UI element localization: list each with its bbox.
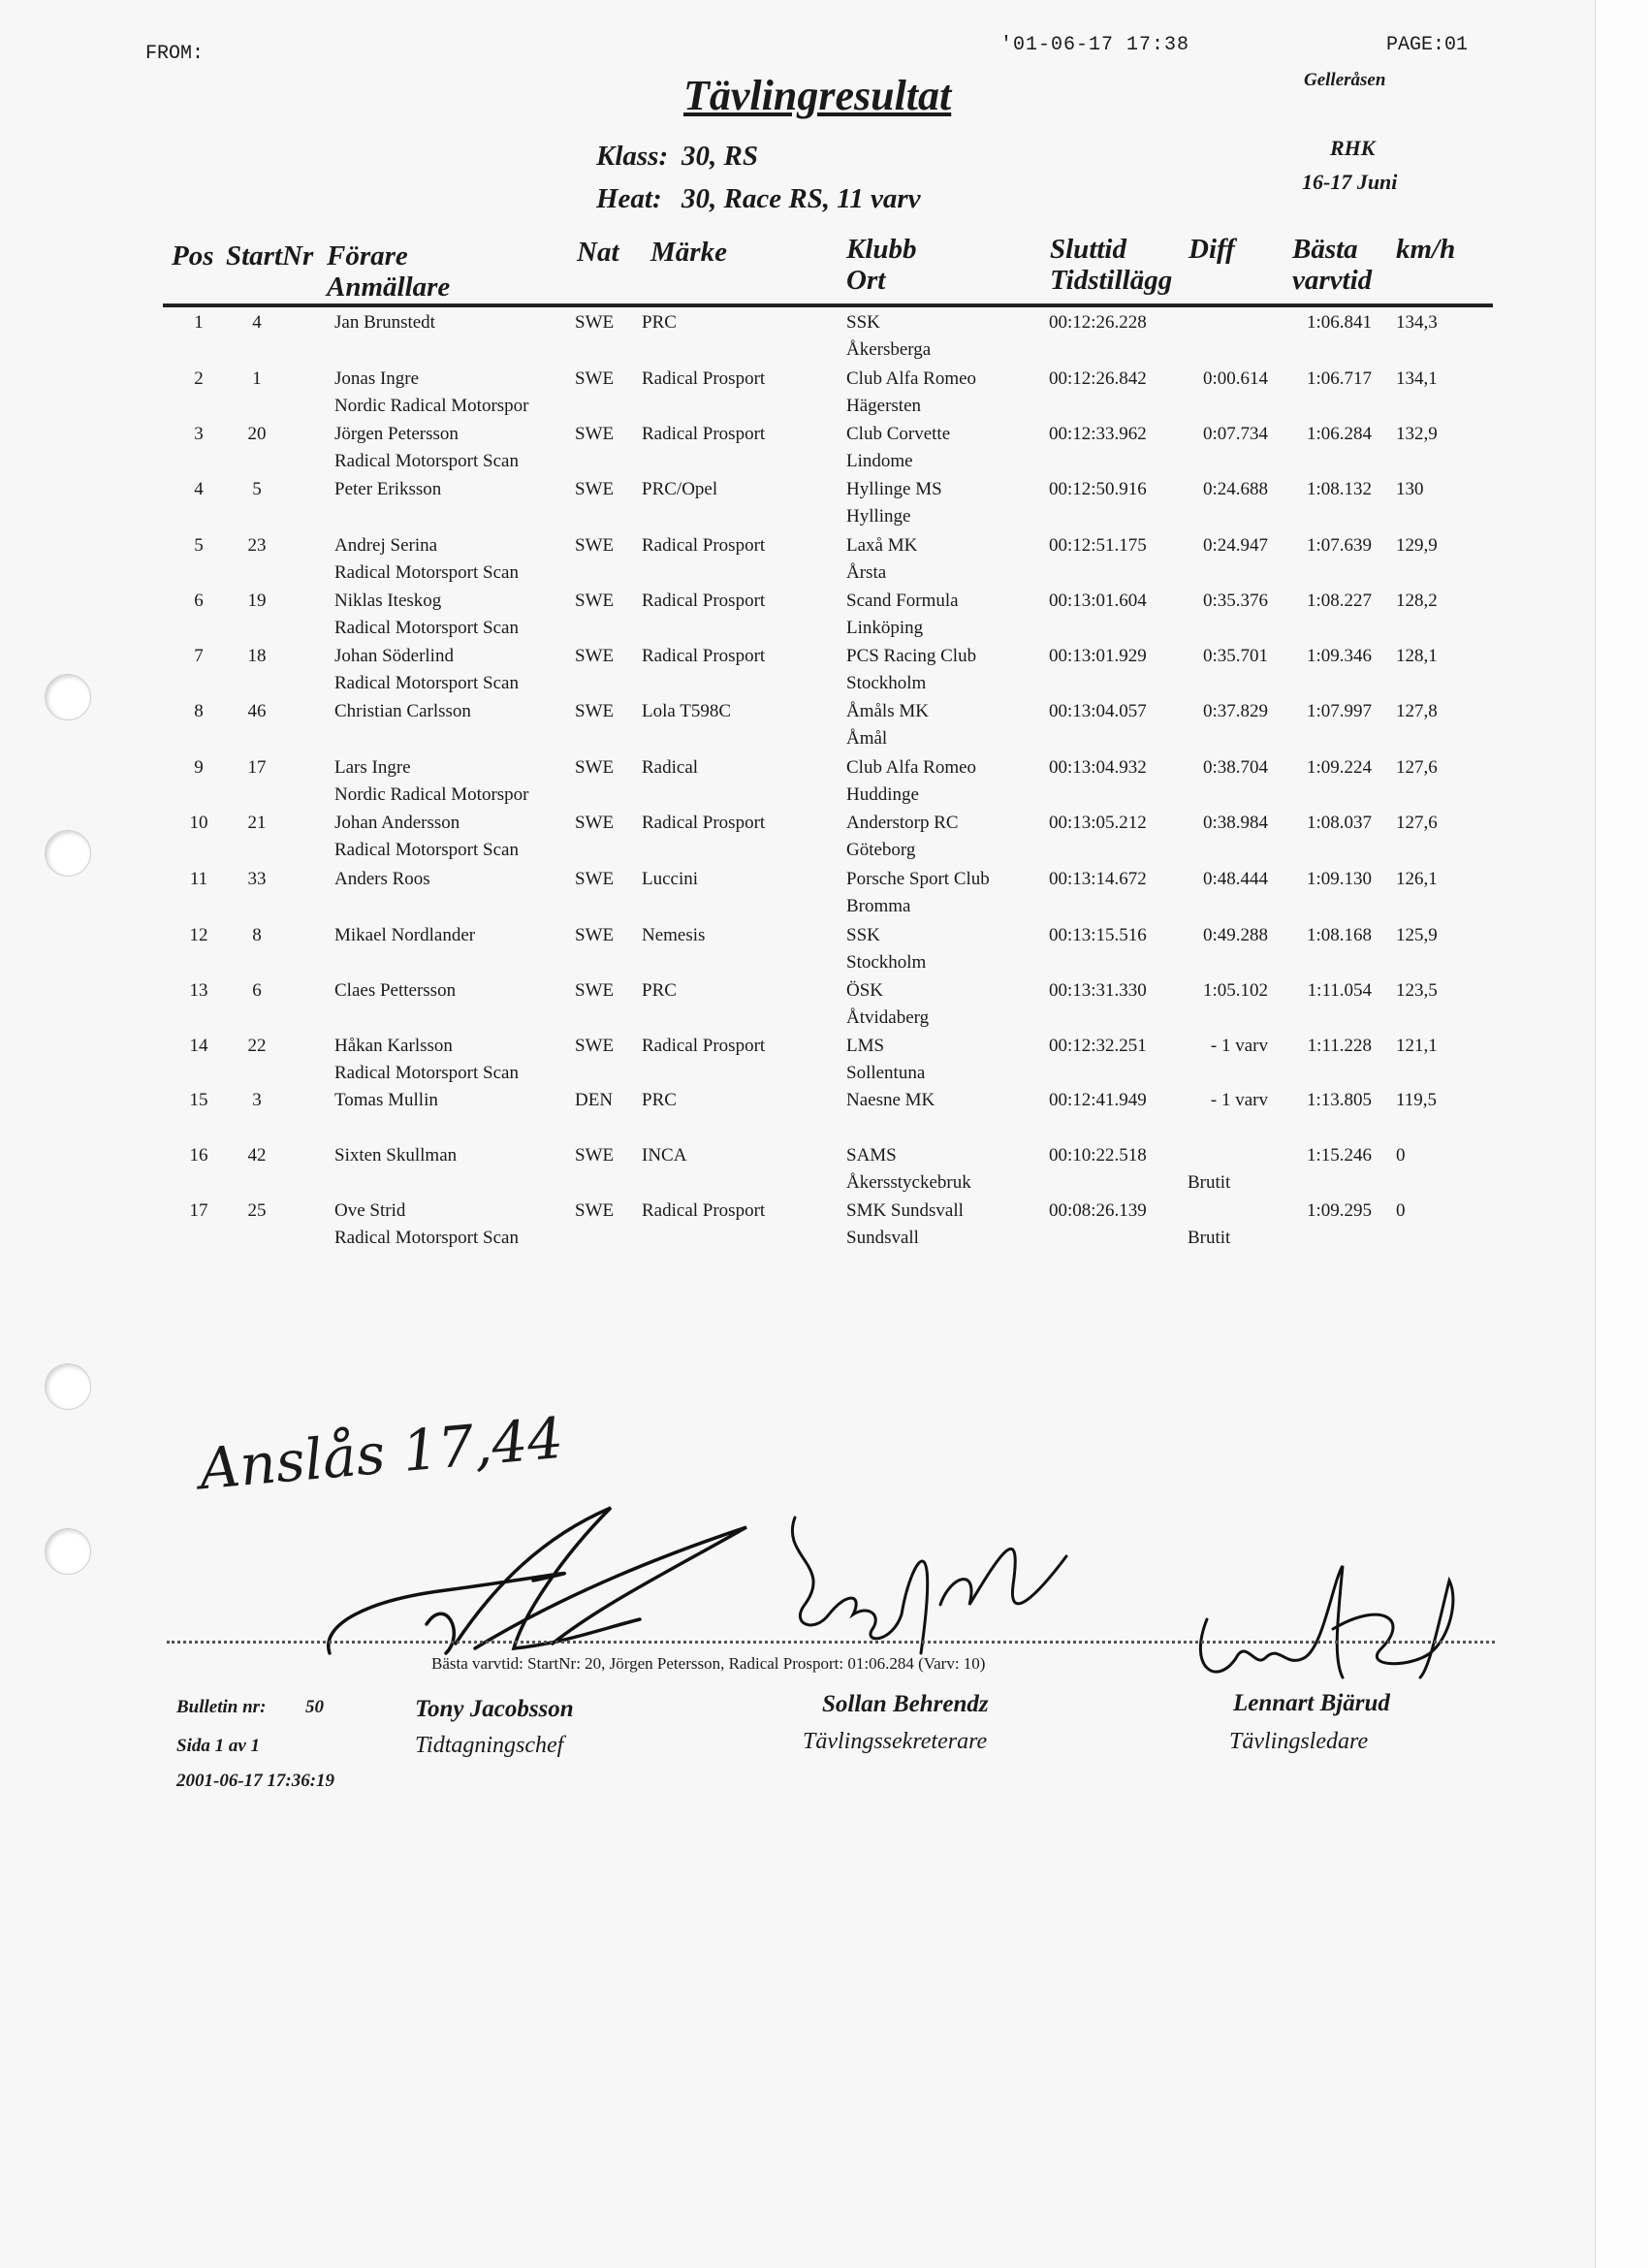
- driver-cell: Sixten Skullman: [334, 1145, 458, 1166]
- diff-cell: 0:35.376: [1202, 591, 1268, 611]
- table-row: [0, 535, 1595, 591]
- nat-cell: SWE: [575, 1200, 615, 1221]
- driver-cell: Johan Söderlind: [334, 646, 454, 666]
- official-name: Lennart Bjärud: [1233, 1690, 1390, 1716]
- table-row: [0, 646, 1595, 701]
- fax-datetime: '01-06-17 17:38: [1000, 34, 1190, 56]
- col-forare: Förare: [327, 240, 408, 272]
- make-cell: Radical Prosport: [642, 591, 766, 611]
- entrant-cell: Radical Motorsport Scan: [334, 618, 519, 638]
- best-lap-cell: 1:11.054: [1307, 980, 1372, 1001]
- ort-cell: Göteborg: [846, 840, 916, 860]
- official-role: Tävlingssekreterare: [803, 1729, 988, 1754]
- heat-value: 30, Race RS, 11 varv: [681, 183, 921, 214]
- kmh-cell: 0: [1396, 1200, 1406, 1221]
- entrant-cell: Radical Motorsport Scan: [334, 562, 519, 583]
- entrant-cell: Radical Motorsport Scan: [334, 1228, 519, 1248]
- table-row: [0, 980, 1595, 1036]
- official-name: Tony Jacobsson: [415, 1696, 574, 1722]
- bulletin-timestamp: 2001-06-17 17:36:19: [176, 1771, 335, 1791]
- make-cell: Radical Prosport: [642, 1036, 766, 1056]
- pos-cell: 4: [194, 479, 204, 499]
- best-lap-cell: 1:08.037: [1306, 813, 1372, 833]
- nat-cell: SWE: [575, 757, 615, 778]
- col-tidstillagg: Tidstillägg: [1050, 265, 1173, 296]
- club-cell: SMK Sundsvall: [846, 1200, 964, 1221]
- fax-from: FROM:: [145, 43, 205, 65]
- entrant-cell: Radical Motorsport Scan: [334, 451, 519, 471]
- startnr-cell: 20: [247, 424, 267, 444]
- kmh-cell: 130: [1396, 479, 1424, 499]
- nat-cell: SWE: [575, 646, 615, 666]
- time-cell: 00:13:01.604: [1049, 591, 1147, 611]
- time-cell: 00:12:32.251: [1049, 1036, 1147, 1056]
- ort-cell: Sollentuna: [846, 1063, 926, 1083]
- table-row: [0, 312, 1595, 367]
- startnr-cell: 33: [247, 869, 267, 889]
- venue-location: Gelleråsen: [1304, 70, 1386, 90]
- nat-cell: SWE: [575, 591, 615, 611]
- nat-cell: SWE: [575, 701, 615, 721]
- make-cell: Radical Prosport: [642, 368, 766, 389]
- table-row: [0, 813, 1595, 868]
- club-cell: SSK: [846, 925, 880, 945]
- col-sluttid: Sluttid: [1050, 234, 1126, 265]
- ort-cell: Hyllinge: [846, 506, 911, 527]
- club-cell: LMS: [846, 1036, 885, 1056]
- driver-cell: Lars Ingre: [334, 757, 411, 778]
- official-role: Tävlingsledare: [1229, 1729, 1369, 1754]
- best-lap-cell: 1:08.227: [1306, 591, 1372, 611]
- best-lap-cell: 1:06.284: [1306, 424, 1372, 444]
- pos-cell: 3: [194, 424, 204, 444]
- startnr-cell: 6: [252, 980, 262, 1001]
- driver-cell: Tomas Mullin: [334, 1090, 438, 1110]
- table-row: [0, 1200, 1595, 1256]
- best-lap-line: Bästa varvtid: StartNr: 20, Jörgen Petersson, Radical Prosport: 01:06.284 (Varv: 10): [431, 1654, 986, 1673]
- club-cell: Porsche Sport Club: [846, 869, 990, 889]
- bulletin-number: 50: [305, 1697, 324, 1717]
- table-row: [0, 1145, 1595, 1200]
- driver-cell: Andrej Serina: [334, 535, 438, 556]
- pos-cell: 10: [189, 813, 208, 833]
- ort-cell: Sundsvall: [846, 1228, 919, 1248]
- diff-cell: 0:37.829: [1202, 701, 1268, 721]
- time-cell: 00:13:31.330: [1049, 980, 1147, 1001]
- club-cell: Naesne MK: [846, 1090, 935, 1110]
- ort-cell: Åkersberga: [846, 339, 932, 360]
- punch-hole: [45, 1363, 91, 1410]
- pos-cell: 15: [189, 1090, 208, 1110]
- make-cell: INCA: [642, 1145, 687, 1166]
- kmh-cell: 123,5: [1396, 980, 1438, 1001]
- make-cell: PRC/Opel: [642, 479, 718, 499]
- pos-cell: 14: [189, 1036, 208, 1056]
- pos-cell: 13: [189, 980, 208, 1001]
- col-ort: Ort: [846, 265, 886, 296]
- make-cell: PRC: [642, 312, 677, 333]
- klass-value: 30, RS: [681, 141, 758, 172]
- club-cell: Åmåls MK: [846, 701, 929, 721]
- col-diff: Diff: [1188, 234, 1235, 265]
- best-lap-cell: 1:09.130: [1306, 869, 1372, 889]
- pos-cell: 11: [189, 869, 208, 889]
- table-row: [0, 1090, 1595, 1145]
- ort-cell: Huddinge: [846, 784, 919, 805]
- driver-cell: Jörgen Petersson: [334, 424, 459, 444]
- startnr-cell: 23: [247, 535, 267, 556]
- ort-cell: Åkersstyckebruk: [846, 1172, 971, 1193]
- page-title: Tävlingresultat: [683, 72, 952, 119]
- pos-cell: 6: [194, 591, 204, 611]
- make-cell: Luccini: [642, 869, 699, 889]
- heat-label: Heat:: [596, 183, 662, 214]
- startnr-cell: 22: [247, 1036, 267, 1056]
- startnr-cell: 42: [247, 1145, 267, 1166]
- punch-hole: [45, 1528, 91, 1575]
- diff-cell: 1:05.102: [1202, 980, 1268, 1001]
- klass-label: Klass:: [596, 141, 669, 172]
- table-row: [0, 591, 1595, 646]
- best-lap-cell: 1:08.132: [1306, 479, 1372, 499]
- ort-cell: Åtvidaberg: [846, 1007, 930, 1028]
- make-cell: Radical Prosport: [642, 646, 766, 666]
- official-name: Sollan Behrendz: [822, 1691, 989, 1717]
- time-cell: 00:13:04.932: [1049, 757, 1147, 778]
- pos-cell: 16: [189, 1145, 208, 1166]
- status-note: Brutit: [1188, 1228, 1231, 1248]
- col-varvtid: varvtid: [1292, 265, 1373, 296]
- make-cell: Nemesis: [642, 925, 706, 945]
- signature-sollan: [776, 1498, 1105, 1663]
- ort-cell: Hägersten: [846, 396, 922, 416]
- best-lap-cell: 1:07.997: [1306, 701, 1372, 721]
- ort-cell: Åmål: [846, 728, 888, 749]
- startnr-cell: 17: [247, 757, 267, 778]
- startnr-cell: 8: [252, 925, 262, 945]
- ort-cell: Lindome: [846, 451, 913, 471]
- time-cell: 00:13:04.057: [1049, 701, 1147, 721]
- entrant-cell: Radical Motorsport Scan: [334, 1063, 519, 1083]
- nat-cell: SWE: [575, 813, 615, 833]
- table-row: [0, 869, 1595, 924]
- nat-cell: SWE: [575, 368, 615, 389]
- best-lap-cell: 1:09.295: [1306, 1200, 1372, 1221]
- kmh-cell: 132,9: [1396, 424, 1438, 444]
- pos-cell: 1: [194, 312, 204, 333]
- pos-cell: 2: [194, 368, 204, 389]
- nat-cell: SWE: [575, 1036, 615, 1056]
- col-klubb: Klubb: [846, 234, 917, 265]
- driver-cell: Håkan Karlsson: [334, 1036, 453, 1056]
- pos-cell: 12: [189, 925, 208, 945]
- time-cell: 00:12:33.962: [1049, 424, 1147, 444]
- driver-cell: Jonas Ingre: [334, 368, 420, 389]
- time-cell: 00:12:50.916: [1049, 479, 1147, 499]
- club-cell: Hyllinge MS: [846, 479, 942, 499]
- scanner-margin: [1595, 0, 1648, 2268]
- table-row: [0, 368, 1595, 424]
- time-cell: 00:13:15.516: [1049, 925, 1147, 945]
- club-cell: SSK: [846, 312, 880, 333]
- diff-cell: 0:49.288: [1202, 925, 1268, 945]
- pos-cell: 5: [194, 535, 204, 556]
- make-cell: PRC: [642, 980, 677, 1001]
- entrant-cell: Radical Motorsport Scan: [334, 840, 519, 860]
- pos-cell: 8: [194, 701, 204, 721]
- table-row: [0, 479, 1595, 534]
- best-lap-cell: 1:08.168: [1306, 925, 1372, 945]
- status-note: Brutit: [1188, 1172, 1231, 1193]
- make-cell: Radical Prosport: [642, 1200, 766, 1221]
- club-cell: ÖSK: [846, 980, 884, 1001]
- nat-cell: SWE: [575, 312, 615, 333]
- kmh-cell: 128,1: [1396, 646, 1438, 666]
- table-row: [0, 1036, 1595, 1091]
- driver-cell: Christian Carlsson: [334, 701, 471, 721]
- club-cell: Club Alfa Romeo: [846, 757, 977, 778]
- startnr-cell: 1: [252, 368, 262, 389]
- col-nat: Nat: [577, 237, 619, 268]
- time-cell: 00:13:14.672: [1049, 869, 1147, 889]
- best-lap-cell: 1:09.346: [1306, 646, 1372, 666]
- driver-cell: Mikael Nordlander: [334, 925, 476, 945]
- table-row: [0, 701, 1595, 756]
- kmh-cell: 0: [1396, 1145, 1406, 1166]
- time-cell: 00:10:22.518: [1049, 1145, 1147, 1166]
- table-row: [0, 925, 1595, 980]
- diff-cell: 0:38.704: [1202, 757, 1268, 778]
- make-cell: PRC: [642, 1090, 677, 1110]
- header-rule: [163, 303, 1493, 307]
- nat-cell: DEN: [575, 1090, 614, 1110]
- nat-cell: SWE: [575, 925, 615, 945]
- club-cell: Laxå MK: [846, 535, 918, 556]
- startnr-cell: 46: [247, 701, 267, 721]
- diff-cell: - 1 varv: [1210, 1090, 1268, 1110]
- startnr-cell: 3: [252, 1090, 262, 1110]
- ort-cell: Bromma: [846, 896, 911, 916]
- startnr-cell: 18: [247, 646, 267, 666]
- kmh-cell: 134,3: [1396, 312, 1438, 333]
- diff-cell: 0:00.614: [1202, 368, 1268, 389]
- diff-cell: 0:38.984: [1202, 813, 1268, 833]
- kmh-cell: 125,9: [1396, 925, 1438, 945]
- kmh-cell: 121,1: [1396, 1036, 1438, 1056]
- kmh-cell: 119,5: [1396, 1090, 1438, 1110]
- col-kmh: km/h: [1396, 234, 1456, 265]
- venue-dates: 16-17 Juni: [1302, 170, 1398, 194]
- nat-cell: SWE: [575, 869, 615, 889]
- nat-cell: SWE: [575, 479, 615, 499]
- pos-cell: 7: [194, 646, 204, 666]
- bulletin-page: Sida 1 av 1: [176, 1736, 261, 1756]
- kmh-cell: 127,6: [1396, 757, 1438, 778]
- time-cell: 00:13:05.212: [1049, 813, 1147, 833]
- col-pos: Pos: [172, 240, 214, 272]
- make-cell: Radical: [642, 757, 699, 778]
- kmh-cell: 128,2: [1396, 591, 1438, 611]
- best-lap-cell: 1:09.224: [1306, 757, 1372, 778]
- venue-org: RHK: [1330, 136, 1376, 160]
- nat-cell: SWE: [575, 424, 615, 444]
- club-cell: Scand Formula: [846, 591, 959, 611]
- startnr-cell: 25: [247, 1200, 267, 1221]
- nat-cell: SWE: [575, 980, 615, 1001]
- startnr-cell: 19: [247, 591, 267, 611]
- driver-cell: Anders Roos: [334, 869, 430, 889]
- make-cell: Radical Prosport: [642, 424, 766, 444]
- signature-lennart: [1188, 1561, 1478, 1707]
- col-basta: Bästa: [1292, 234, 1358, 265]
- pos-cell: 9: [194, 757, 204, 778]
- ort-cell: Stockholm: [846, 952, 927, 973]
- startnr-cell: 5: [252, 479, 262, 499]
- diff-cell: 0:07.734: [1202, 424, 1268, 444]
- club-cell: PCS Racing Club: [846, 646, 977, 666]
- time-cell: 00:12:41.949: [1049, 1090, 1147, 1110]
- diff-cell: 0:24.947: [1202, 535, 1268, 556]
- time-cell: 00:08:26.139: [1049, 1200, 1147, 1221]
- kmh-cell: 129,9: [1396, 535, 1438, 556]
- diff-cell: 0:24.688: [1202, 479, 1268, 499]
- kmh-cell: 126,1: [1396, 869, 1438, 889]
- make-cell: Lola T598C: [642, 701, 732, 721]
- driver-cell: Peter Eriksson: [334, 479, 442, 499]
- nat-cell: SWE: [575, 1145, 615, 1166]
- club-cell: SAMS: [846, 1145, 897, 1166]
- best-lap-cell: 1:06.841: [1306, 312, 1372, 333]
- best-lap-cell: 1:07.639: [1306, 535, 1372, 556]
- kmh-cell: 134,1: [1396, 368, 1438, 389]
- best-lap-cell: 1:15.246: [1306, 1145, 1372, 1166]
- table-row: [0, 757, 1595, 813]
- official-role: Tidtagningschef: [415, 1733, 564, 1758]
- best-lap-cell: 1:06.717: [1306, 368, 1372, 389]
- time-cell: 00:12:26.842: [1049, 368, 1147, 389]
- driver-cell: Johan Andersson: [334, 813, 460, 833]
- ort-cell: Stockholm: [846, 673, 927, 693]
- time-cell: 00:12:26.228: [1049, 312, 1147, 333]
- kmh-cell: 127,6: [1396, 813, 1438, 833]
- entrant-cell: Nordic Radical Motorspor: [334, 784, 529, 805]
- diff-cell: - 1 varv: [1210, 1036, 1268, 1056]
- col-anmalare: Anmällare: [327, 272, 451, 303]
- time-cell: 00:12:51.175: [1049, 535, 1147, 556]
- club-cell: Anderstorp RC: [846, 813, 959, 833]
- make-cell: Radical Prosport: [642, 813, 766, 833]
- time-cell: 00:13:01.929: [1049, 646, 1147, 666]
- pos-cell: 17: [189, 1200, 208, 1221]
- entrant-cell: Radical Motorsport Scan: [334, 673, 519, 693]
- signature-rule: [167, 1641, 1495, 1644]
- club-cell: Club Alfa Romeo: [846, 368, 977, 389]
- club-cell: Club Corvette: [846, 424, 951, 444]
- startnr-cell: 21: [247, 813, 267, 833]
- ort-cell: Årsta: [846, 562, 887, 583]
- col-startnr: StartNr: [226, 240, 314, 272]
- diff-cell: 0:48.444: [1202, 869, 1268, 889]
- startnr-cell: 4: [252, 312, 262, 333]
- driver-cell: Claes Pettersson: [334, 980, 457, 1001]
- nat-cell: SWE: [575, 535, 615, 556]
- make-cell: Radical Prosport: [642, 535, 766, 556]
- ort-cell: Linköping: [846, 618, 924, 638]
- entrant-cell: Nordic Radical Motorspor: [334, 396, 529, 416]
- best-lap-cell: 1:11.228: [1307, 1036, 1372, 1056]
- driver-cell: Ove Strid: [334, 1200, 406, 1221]
- driver-cell: Niklas Iteskog: [334, 591, 442, 611]
- kmh-cell: 127,8: [1396, 701, 1438, 721]
- fax-page: PAGE:01: [1386, 34, 1469, 56]
- best-lap-cell: 1:13.805: [1306, 1090, 1372, 1110]
- diff-cell: 0:35.701: [1202, 646, 1268, 666]
- bulletin-label: Bulletin nr:: [176, 1697, 267, 1717]
- table-row: [0, 424, 1595, 479]
- col-marke: Märke: [650, 237, 727, 268]
- handwritten-note: Anslås 17,44: [196, 1404, 566, 1503]
- driver-cell: Jan Brunstedt: [334, 312, 435, 333]
